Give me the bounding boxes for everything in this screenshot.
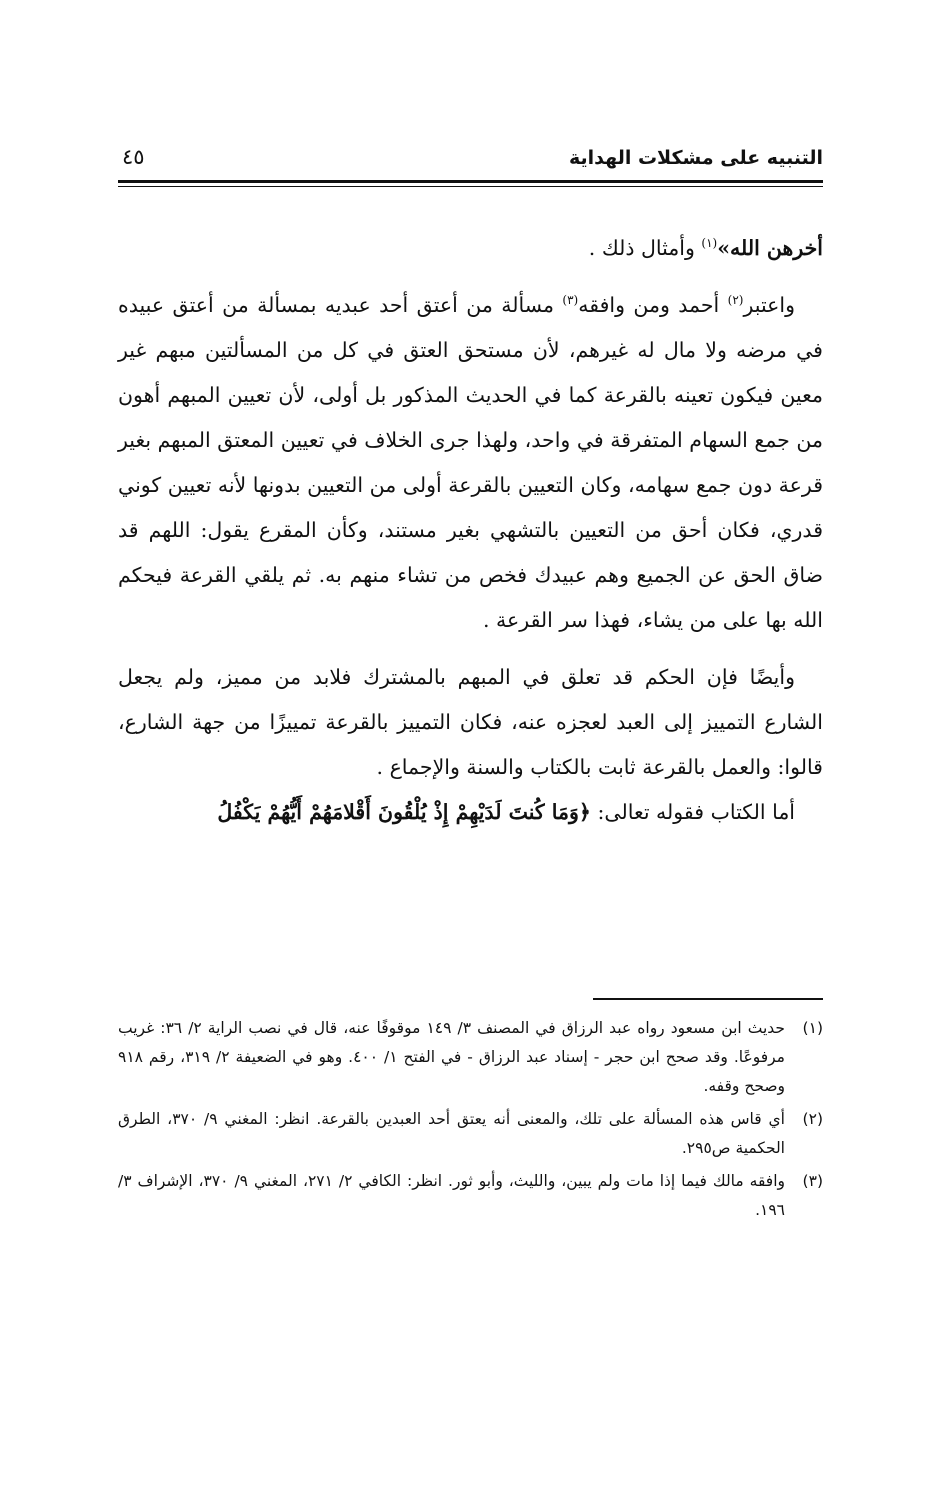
footnote-number: (٢)	[802, 1110, 823, 1128]
footnote-ref-1: (١)	[701, 236, 718, 251]
paragraph-4	[118, 790, 823, 835]
page-number: ٤٥	[122, 145, 145, 169]
header-rule-thin	[118, 186, 823, 187]
footnote-1	[118, 1014, 823, 1101]
paragraph-4-start: أما الكتاب فقوله تعالى:	[590, 800, 795, 824]
paragraph-2-start: واعتبر	[743, 293, 795, 317]
footnote-2	[118, 1105, 823, 1163]
paragraph-1	[118, 226, 823, 271]
paragraph-3: وأيضًا فإن الحكم قد تعلق في المبهم بالمشترك فلابد من مميز، ولم يجعل الشارع التمييز إلى العبد لعجزه عنه، فكان التمييز بالقرعة تمييزًا من جهة الشارع، قالوا: والعمل بالقرعة ثابت بالكتاب والسنة والإجماع .	[118, 665, 823, 779]
footnotes	[118, 1014, 823, 1229]
footnote-3	[118, 1167, 823, 1225]
footnote-text: وافقه مالك فيما إذا مات ولم يبين، والليث، وأبو ثور. انظر: الكافي ٢/ ٢٧١، المغني ٩/ ٣٧٠، الإشراف ٣/ ١٩٦.	[118, 1172, 785, 1219]
header-title: التنبيه على مشكلات الهداية	[569, 147, 823, 169]
quote-end: أخرهن الله»	[717, 236, 823, 260]
footnote-ref-2: (٢)	[727, 293, 744, 308]
paragraph-2-mid: أحمد ومن وافقه	[578, 293, 728, 317]
footnote-number: (١)	[802, 1019, 823, 1037]
paragraph-1-rest: وأمثال ذلك .	[588, 236, 702, 260]
footnote-text: حديث ابن مسعود رواه عبد الرزاق في المصنف ٣/ ١٤٩ موقوفًا عنه، قال في نصب الراية ٢/ ٣٦: غريب مرفوعًا. وقد صحح ابن حجر - إسناد عبد الرزاق - في الفتح ١/ ٤٠٠. وهو في الضعيفة ٢/ ٣١٩، رقم ٩١٨ وصحح وقفه.	[118, 1019, 786, 1095]
main-text	[118, 226, 823, 835]
paragraph-2	[118, 283, 823, 643]
paragraph-2-rest: مسألة من أعتق أحد عبديه بمسألة من أعتق عبيده في مرضه ولا مال له غيرهم، لأن مستحق العتق في كل من المسألتين مبهم غير معين فيكون تعينه بالقرعة كما في الحديث المذكور بل أولى، لأن تعيين المبهم أهون من جمع السهام المتفرقة في واحد، ولهذا جرى الخلاف في تعيين المعتق المبهم بغير قرعة دون جمع سهامه، وكان التعيين بالقرعة أولى من التعيين بدونها لأنه تعيين كوني قدري، فكان أحق من التعيين بالتشهي بغير مستند، وكأن المقرع يقول: اللهم قد ضاق الحق عن الجميع وهم عبيدك فخص من تشاء منهم به. ثم يلقي القرعة فيحكم الله بها على من يشاء، فهذا سر القرعة .	[118, 293, 823, 632]
header-rule-thick	[118, 180, 823, 183]
running-header	[118, 143, 823, 175]
footnote-text: أي قاس هذه المسألة على تلك، والمعنى أنه يعتق أحد العبدين بالقرعة. انظر: المغني ٩/ ٣٧٠، الطرق الحكمية ص٢٩٥.	[118, 1110, 785, 1157]
quran-verse: ﴿وَمَا كُنتَ لَدَيْهِمْ إِذْ يُلْقُونَ أَقْلامَهُمْ أَيُّهُمْ يَكْفُلُ	[217, 800, 591, 824]
footnote-separator	[593, 998, 823, 1000]
footnote-number: (٣)	[802, 1172, 823, 1190]
footnote-ref-3: (٣)	[562, 293, 579, 308]
